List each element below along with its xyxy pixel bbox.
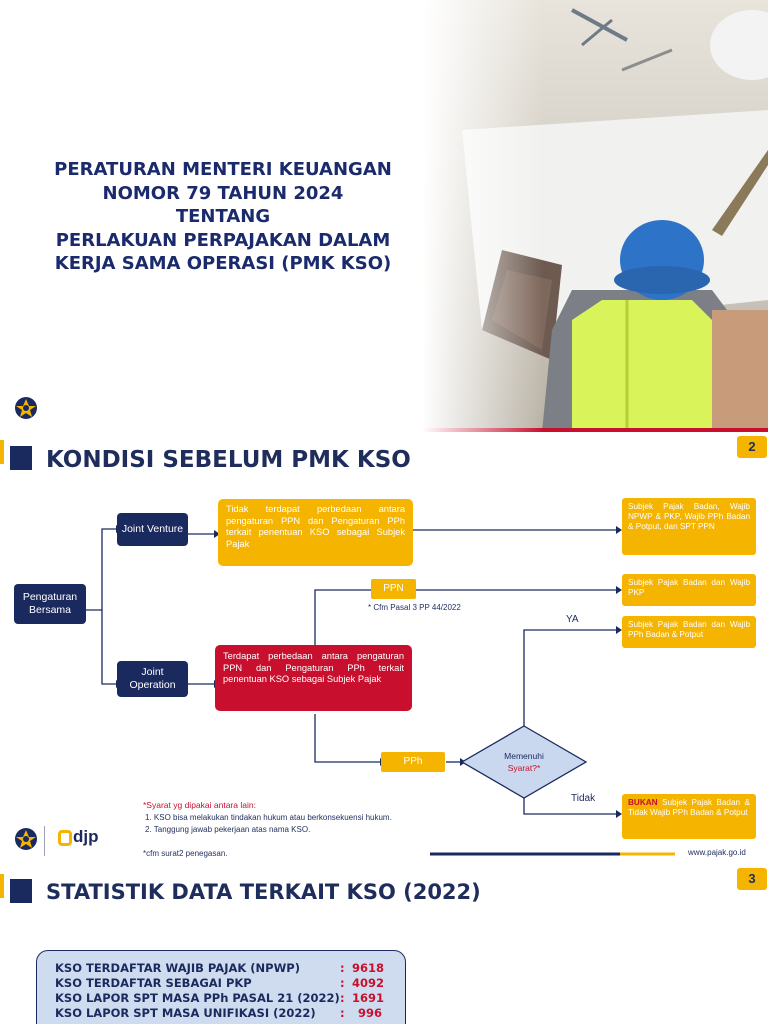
outcome-ya-box: Subjek Pajak Badan dan Wajib PPh Badan & Potput — [622, 616, 756, 648]
stat-row — [55, 991, 405, 1006]
slide-3 — [0, 868, 768, 1024]
tidak-label: Tidak — [571, 793, 596, 804]
stat-label: KSO TERDAFTAR WAJIB PAJAK (NPWP) — [55, 961, 300, 975]
slide-1 — [0, 0, 768, 432]
stat-colon: : — [340, 1006, 345, 1020]
djp-logo-mark — [58, 830, 72, 846]
syarat-list — [145, 812, 392, 835]
jv-note-box: Tidak terdapat perbedaan antara pengaturan PPN dan Pengaturan PPh terkait penentuan KSO sebagai Subjek Pajak — [218, 499, 413, 566]
website-label: www.pajak.go.id — [688, 848, 746, 857]
decision-line-2: Syarat?* — [507, 763, 541, 773]
pph-tag: PPh — [381, 752, 445, 772]
construction-worker-photo — [422, 0, 768, 432]
stat-value: 996 — [357, 1006, 382, 1020]
root-pengaturan-bersama: Pengaturan Bersama — [14, 584, 86, 624]
ppn-tag: PPN — [371, 579, 416, 599]
decision-text — [484, 750, 564, 774]
bukan-emphasis: BUKAN — [628, 798, 658, 807]
title-line: PERLAKUAN PERPAJAKAN DALAM — [55, 229, 391, 251]
outcome-tidak-box — [622, 794, 756, 839]
stat-value: 4092 — [352, 976, 385, 990]
outcome-tidak-text: Subjek Pajak Badan & Tidak Wajib PPh Badan & Potput — [628, 798, 750, 817]
stats-box — [36, 950, 406, 1024]
outcome-ppn-box: Subjek Pajak Badan dan Wajib PKP — [622, 574, 756, 606]
title-line: PERATURAN MENTERI KEUANGAN — [54, 159, 392, 180]
stat-colon: : — [340, 991, 345, 1005]
joint-venture-box: Joint Venture — [117, 513, 188, 546]
stat-label: KSO LAPOR SPT MASA UNIFIKASI (2022) — [55, 1006, 316, 1020]
logo-divider — [44, 826, 45, 856]
title-line: KERJA SAMA OPERASI (PMK KSO) — [54, 253, 392, 274]
syarat-item: 1. KSO bisa melakukan tindakan hukum atau berkonsekuensi hukum. — [145, 813, 392, 822]
title-line: TENTANG — [175, 206, 271, 227]
syarat-heading: *Syarat yg dipakai antara lain: — [143, 800, 256, 810]
stat-value: 1691 — [352, 991, 385, 1005]
ppn-reference-note: * Cfm Pasal 3 PP 44/2022 — [368, 603, 461, 612]
slide-1-title — [38, 158, 408, 276]
cfm-note: *cfm surat2 penegasan. — [143, 849, 228, 858]
stat-row — [55, 961, 405, 976]
joint-operation-box: Joint Operation — [117, 661, 188, 697]
title-marker — [10, 879, 32, 903]
stat-row — [55, 1006, 405, 1021]
stat-row — [55, 976, 405, 991]
kemenkeu-logo — [14, 396, 38, 420]
slide-2-title: KONDISI SEBELUM PMK KSO — [46, 447, 411, 473]
syarat-item: 2. Tanggung jawab pekerjaan atas nama KSO. — [145, 824, 311, 834]
stat-value: 9618 — [352, 961, 385, 975]
slide-3-title: STATISTIK DATA TERKAIT KSO (2022) — [46, 880, 481, 904]
jo-note-box: Terdapat perbedaan antara pengaturan PPN dan Pengaturan PPh terkait penentuan KSO sebagai Subjek Pajak — [215, 645, 412, 711]
page-number-badge: 3 — [737, 868, 767, 890]
djp-logo-text: djp — [73, 827, 99, 846]
decision-line-1: Memenuhi — [504, 751, 544, 761]
title-line: NOMOR 79 TAHUN 2024 — [102, 182, 344, 204]
slide-2 — [0, 434, 768, 866]
stat-colon: : — [340, 961, 345, 975]
stat-label: KSO TERDAFTAR SEBAGAI PKP — [55, 976, 252, 990]
stat-colon: : — [340, 976, 345, 990]
kemenkeu-logo — [14, 827, 38, 851]
page-number-badge: 2 — [737, 436, 767, 458]
yellow-accent — [0, 874, 4, 898]
outcome-jv-box: Subjek Pajak Badan, Wajib NPWP & PKP, Wajib PPh Badan & Potput, dan SPT PPN — [622, 498, 756, 555]
stat-label: KSO LAPOR SPT MASA PPh PASAL 21 (2022) — [55, 991, 340, 1005]
ya-label: YA — [566, 614, 579, 625]
